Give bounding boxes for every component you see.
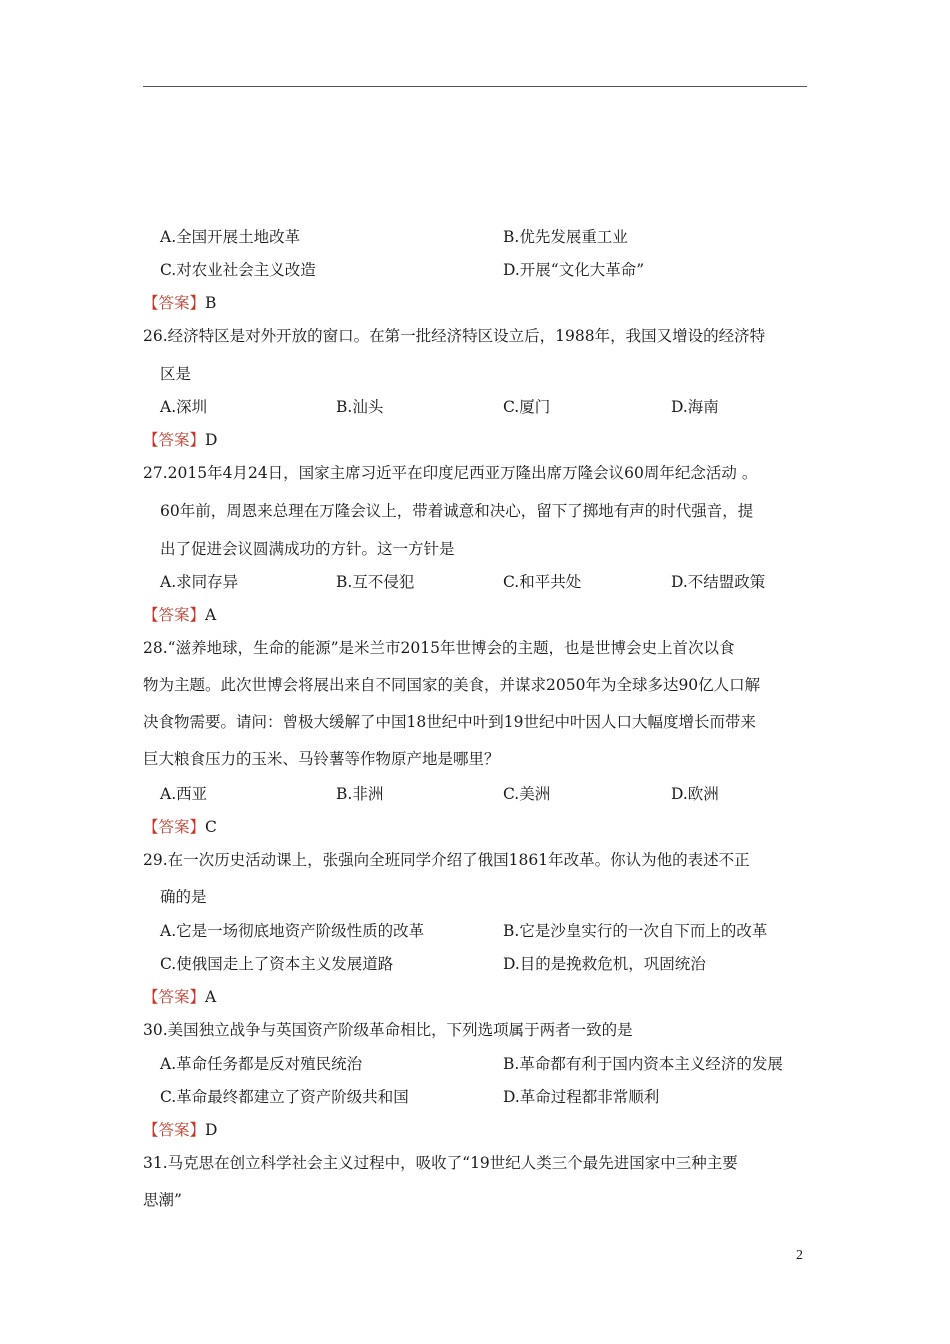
q26-stem-line2: 区是	[160, 365, 192, 383]
q27-stem-line1: 27.2015年4月24日，国家主席习近平在印度尼西亚万隆出席万隆会议60周年纪念活动 。	[143, 464, 758, 482]
answer-value: B	[205, 294, 217, 312]
q27-answer	[143, 605, 216, 625]
q25-option-c: C.对农业社会主义改造	[160, 261, 316, 279]
q26-option-c: C.厦门	[503, 398, 551, 416]
q27-option-a: A.求同存异	[160, 573, 239, 591]
q27-option-c: C.和平共处	[503, 573, 582, 591]
q28-stem-line1: 28.“滋养地球，生命的能源”是米兰市2015年世博会的主题，也是世博会史上首次以食	[143, 639, 735, 657]
answer-tag: 【答案】	[143, 988, 206, 1006]
q29-answer	[143, 987, 216, 1007]
q28-option-b: B.非洲	[336, 785, 384, 803]
q27-stem-line3: 出了促进会议圆满成功的方针。这一方针是	[160, 540, 455, 558]
q28-option-a: A.西亚	[160, 785, 208, 803]
page-number: 2	[796, 1248, 803, 1263]
answer-tag: 【答案】	[143, 294, 206, 312]
q25-answer	[143, 293, 216, 313]
q25-option-d: D.开展“文化大革命”	[503, 261, 645, 279]
answer-tag: 【答案】	[143, 1121, 206, 1139]
q28-stem-line4: 巨大粮食压力的玉米、马铃薯等作物原产地是哪里？	[143, 750, 500, 768]
q30-option-a: A.革命任务都是反对殖民统治	[160, 1055, 363, 1073]
q30-stem-line1: 30.美国独立战争与英国资产阶级革命相比，下列选项属于两者一致的是	[143, 1021, 633, 1039]
answer-tag: 【答案】	[143, 606, 206, 624]
q29-stem-line2: 确的是	[160, 888, 207, 906]
q31-stem-line2: 思潮”	[143, 1191, 182, 1209]
q26-option-a: A.深圳	[160, 398, 208, 416]
q29-option-c: C.使俄国走上了资本主义发展道路	[160, 955, 394, 973]
answer-value: D	[205, 1121, 218, 1139]
q28-answer	[143, 817, 217, 837]
q27-option-d: D.不结盟政策	[671, 573, 766, 591]
answer-value: A	[205, 606, 217, 624]
answer-tag: 【答案】	[143, 818, 206, 836]
q26-stem-line1: 26.经济特区是对外开放的窗口。在第一批经济特区设立后，1988年，我国又增设的经济特	[143, 327, 766, 345]
q29-option-a: A.它是一场彻底地资产阶级性质的改革	[160, 922, 425, 940]
q28-option-c: C.美洲	[503, 785, 551, 803]
q25-option-b: B.优先发展重工业	[503, 228, 628, 246]
q30-answer	[143, 1120, 217, 1140]
header-rule	[143, 86, 807, 87]
q26-answer	[143, 430, 217, 450]
q29-option-b: B.它是沙皇实行的一次自下而上的改革	[503, 922, 768, 940]
q30-option-c: C.革命最终都建立了资产阶级共和国	[160, 1088, 409, 1106]
q28-stem-line3: 决食物需要。请问：曾极大缓解了中国18世纪中叶到19世纪中叶因人口大幅度增长而带来	[143, 713, 756, 731]
q26-option-d: D.海南	[671, 398, 719, 416]
q30-option-b: B.革命都有利于国内资本主义经济的发展	[503, 1055, 783, 1073]
q27-option-b: B.互不侵犯	[336, 573, 415, 591]
q31-stem-line1: 31.马克思在创立科学社会主义过程中，吸收了“19世纪人类三个最先进国家中三种主要	[143, 1154, 738, 1172]
answer-value: C	[205, 818, 217, 836]
q30-option-d: D.革命过程都非常顺利	[503, 1088, 660, 1106]
q26-option-b: B.汕头	[336, 398, 384, 416]
q29-option-d: D.目的是挽救危机，巩固统治	[503, 955, 706, 973]
q25-option-a: A.全国开展土地改革	[160, 228, 301, 246]
q28-stem-line2: 物为主题。此次世博会将展出来自不同国家的美食，并谋求2050年为全球多达90亿人口解	[143, 676, 761, 694]
q28-option-d: D.欧洲	[671, 785, 719, 803]
answer-tag: 【答案】	[143, 431, 206, 449]
q29-stem-line1: 29.在一次历史活动课上，张强向全班同学介绍了俄国1861年改革。你认为他的表述不正	[143, 851, 750, 869]
answer-value: D	[205, 431, 218, 449]
q27-stem-line2: 60年前，周恩来总理在万隆会议上，带着诚意和决心，留下了掷地有声的时代强音，提	[160, 502, 754, 520]
answer-value: A	[205, 988, 217, 1006]
